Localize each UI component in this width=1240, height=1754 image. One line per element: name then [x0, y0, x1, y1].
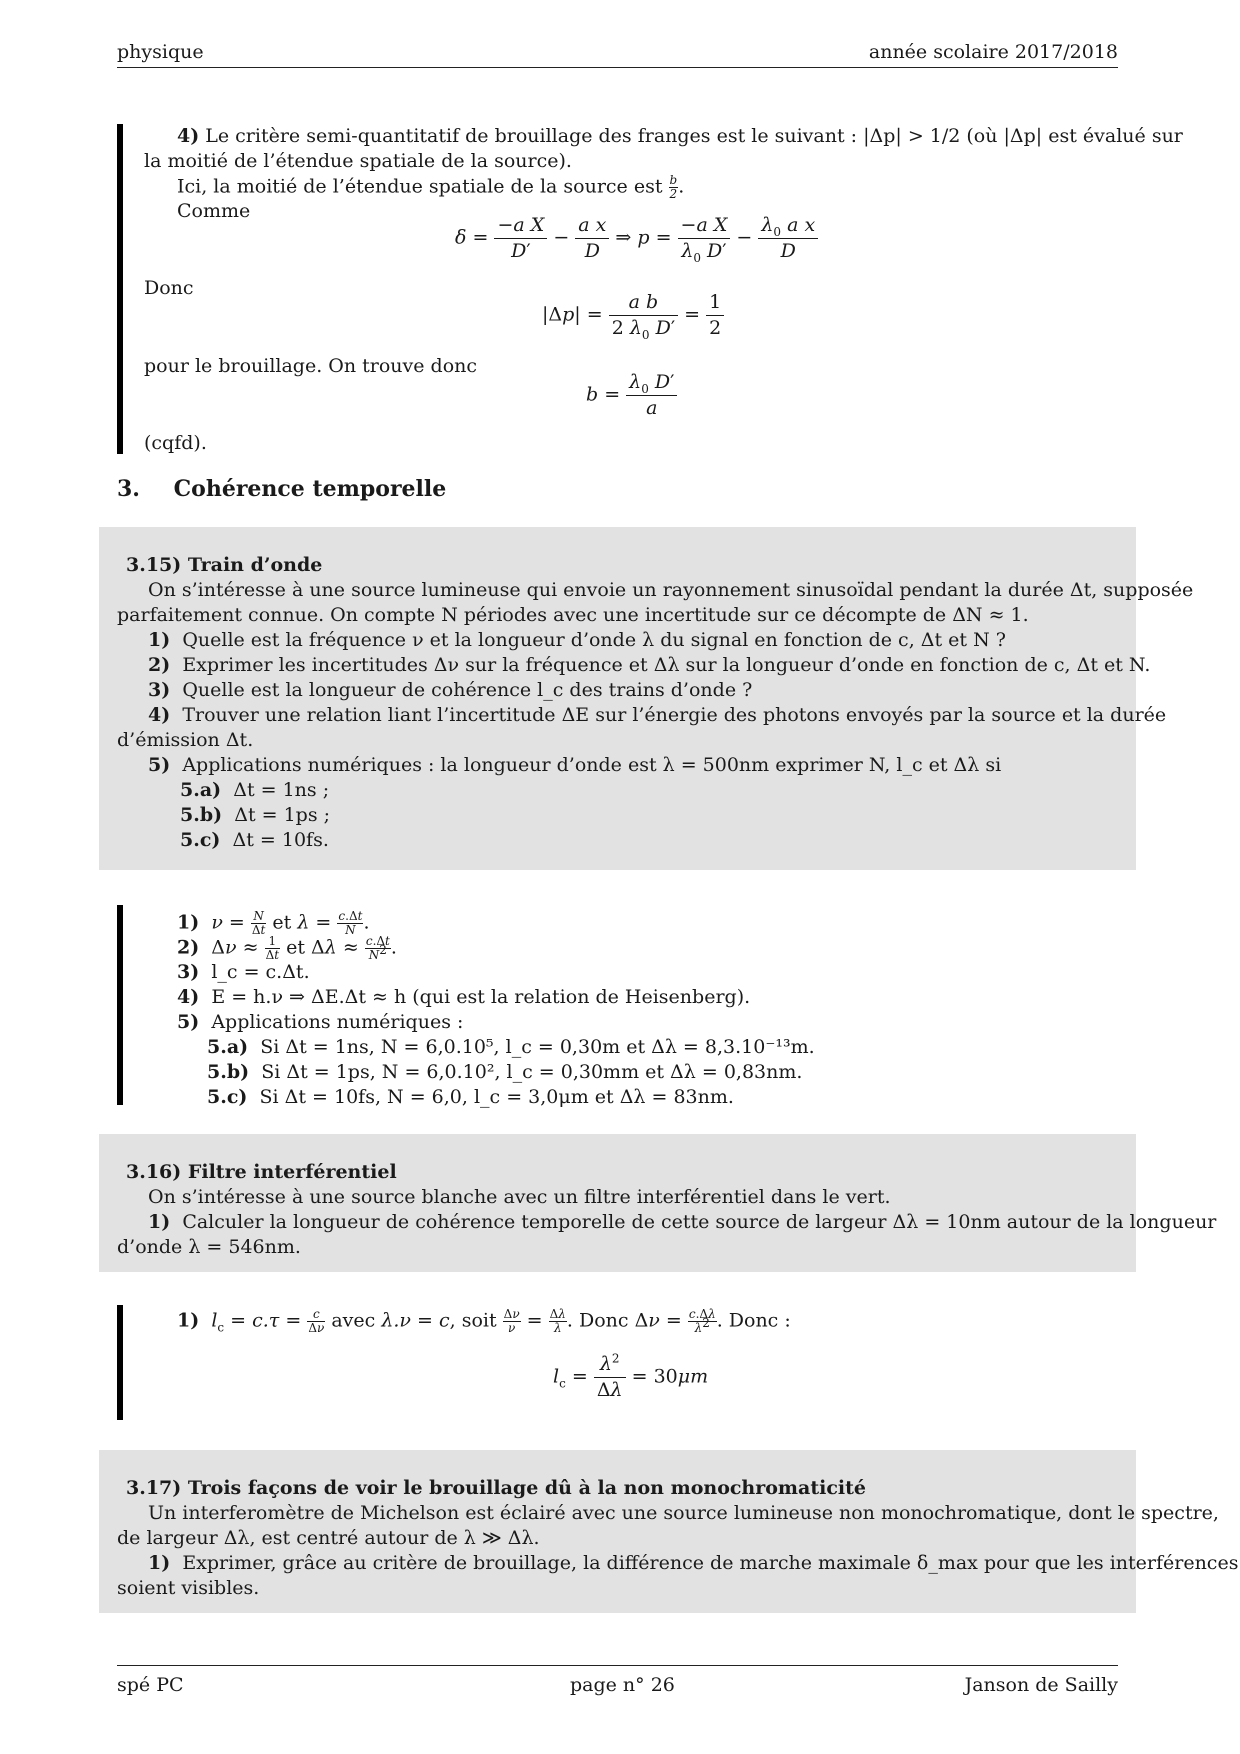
solution-cqfd: (cqfd).: [144, 432, 207, 454]
exercise-3-17-intro-1: Un interferomètre de Michelson est éclairé avec une source lumineuse non monochromatique, dont le spectre,: [148, 1502, 1219, 1524]
solution-3-15-s5c: 5.c) Si Δt = 10fs, N = 6,0, l_c = 3,0μm et Δλ = 83nm.: [207, 1086, 734, 1108]
solution-3-16-s1: 1) $l_c = c.\tau$ = $\frac{c}{\Delta\nu}$ avec λ.ν = c, soit $\frac{\Delta\nu}{\nu}$ = $\frac{\Delta\lambda}{\lambda}$ . Donc Δν = $\frac{c.\Delta\lambda}{\lambda^2}$ . Donc :: [177, 1307, 791, 1335]
exercise-3-16-title: 3.16) Filtre interférentiel: [126, 1161, 397, 1183]
equation-delta-p: δ = $\frac{\text{−a X}}{D'}$ − $\frac{\text{a x}}{D}$ ⇒ p = $\frac{\text{−a X}}{\lambda_0 D'}$ − $\frac{\lambda_0 a x}{D}$: [455, 213, 818, 264]
solution-3-15-s5a: 5.a) Si Δt = 1ns, N = 6,0.10⁵, l_c = 0,30m et Δλ = 8,3.10⁻¹³m.: [207, 1036, 815, 1058]
solution-item-4-line1: [177, 124, 1183, 149]
solution-3-15-s2: 2) Δν ≈ $\frac{1}{\Delta t}$ et Δλ ≈ $\frac{c.\Delta t}{N^2}$ .: [177, 934, 397, 962]
exercise-3-15-q5c: 5.c) Δt = 10fs.: [180, 829, 329, 851]
solution-bar: [117, 1305, 123, 1420]
exercise-3-15-q5b: 5.b) Δt = 1ps ;: [180, 804, 331, 826]
solution-3-15-s1: 1) ν = $\frac{N}{\Delta t}$ et λ = $\frac{c.\Delta t}{N}$ .: [177, 909, 370, 937]
solution-item-4-line2: la moitié de l’étendue spatiale de la source).: [144, 150, 572, 172]
solution-ici-line: Ici, la moitié de l’étendue spatiale de la source est $\frac{b}{2}$ .: [177, 173, 685, 201]
header-school-year: année scolaire 2017/2018: [868, 41, 1118, 63]
exercise-3-17-intro-2: de largeur Δλ, est centré autour de λ ≫ Δλ.: [117, 1527, 540, 1549]
solution-bar: [117, 124, 123, 454]
exercise-3-15-q4a: 4) Trouver une relation liant l’incertitude ΔE sur l’énergie des photons envoyés par la source et la durée: [148, 704, 1167, 726]
solution-bar: [117, 905, 123, 1105]
exercise-3-15-q2: 2) Exprimer les incertitudes Δν sur la fréquence et Δλ sur la longueur d’onde en fonction de c, Δt et N.: [148, 654, 1151, 676]
header-subject: physique: [117, 41, 204, 63]
exercise-3-15-q5: 5) Applications numériques : la longueur d’onde est λ = 500nm exprimer N, l_c et Δλ si: [148, 754, 1002, 776]
exercise-3-15-intro-1: On s’intéresse à une source lumineuse qui envoie un rayonnement sinusoïdal pendant la durée Δt, supposée: [148, 579, 1194, 601]
exercise-3-16-q1a: 1) Calculer la longueur de cohérence temporelle de cette source de largeur Δλ = 10nm autour de la longueur: [148, 1211, 1217, 1233]
footer-page-number: page n° 26: [570, 1674, 675, 1696]
exercise-3-15-q1: 1) Quelle est la fréquence ν et la longueur d’onde λ du signal en fonction de c, Δt et N ?: [148, 629, 1006, 651]
solution-3-15-s4: 4) E = h.ν ⇒ ΔE.Δt ≈ h (qui est la relation de Heisenberg).: [177, 986, 751, 1008]
item-text: Le critère semi-quantitatif de brouillage des franges est le suivant : |Δp| > 1/2 (où |Δp| est évalué sur: [205, 125, 1183, 147]
section-number: 3.: [117, 476, 140, 502]
exercise-3-16-intro: On s’intéresse à une source blanche avec un filtre interférentiel dans le vert.: [148, 1186, 891, 1208]
solution-comme: Comme: [177, 200, 251, 222]
header-rule: [117, 67, 1118, 68]
exercise-3-15-q4b: d’émission Δt.: [117, 729, 254, 751]
fraction-b-over-2: $\frac{b}{2}$: [669, 173, 678, 201]
exercise-3-17-q1b: soient visibles.: [117, 1577, 260, 1599]
footer-class: spé PC: [117, 1674, 184, 1696]
exercise-3-17-title: 3.17) Trois façons de voir le brouillage dû à la non monochromaticité: [126, 1477, 866, 1499]
footer-rule: [117, 1665, 1118, 1666]
solution-3-15-s3: 3) l_c = c.Δt.: [177, 961, 310, 983]
section-heading: [117, 477, 446, 502]
exercise-3-17-q1a: 1) Exprimer, grâce au critère de brouillage, la différence de marche maximale δ_max pour que les interférences: [148, 1552, 1239, 1574]
exercise-3-15-q5a: 5.a) Δt = 1ns ;: [180, 779, 330, 801]
solution-3-15-s5b: 5.b) Si Δt = 1ps, N = 6,0.10², l_c = 0,30mm et Δλ = 0,83nm.: [207, 1061, 803, 1083]
equation-abs-delta-p: |Δp| = $\frac{\text{a b}}{2 \lambda_0 D'}$ = $\frac{1}{2}$: [542, 290, 724, 341]
exercise-3-15-q3: 3) Quelle est la longueur de cohérence l_c des trains d’onde ?: [148, 679, 753, 701]
equation-b: b = $\frac{\lambda_0 D'}{a}$: [586, 370, 677, 421]
section-title: Cohérence temporelle: [173, 476, 447, 502]
exercise-3-15-intro-2: parfaitement connue. On compte N périodes avec une incertitude sur ce décompte de ΔN ≈ 1.: [117, 604, 1029, 626]
solution-3-15-s5: 5) Applications numériques :: [177, 1011, 464, 1033]
footer-school: Janson de Sailly: [964, 1674, 1118, 1696]
solution-pour-le-brouillage: pour le brouillage. On trouve donc: [144, 355, 478, 377]
equation-lc: $l_c$ = $\frac{\lambda^2}{\Delta\lambda}$ = 30μm: [553, 1351, 709, 1401]
exercise-3-16-q1b: d’onde λ = 546nm.: [117, 1236, 301, 1258]
item-number: 4): [177, 125, 200, 147]
exercise-3-15-title: 3.15) Train d’onde: [126, 554, 323, 576]
solution-donc: Donc: [144, 277, 194, 299]
